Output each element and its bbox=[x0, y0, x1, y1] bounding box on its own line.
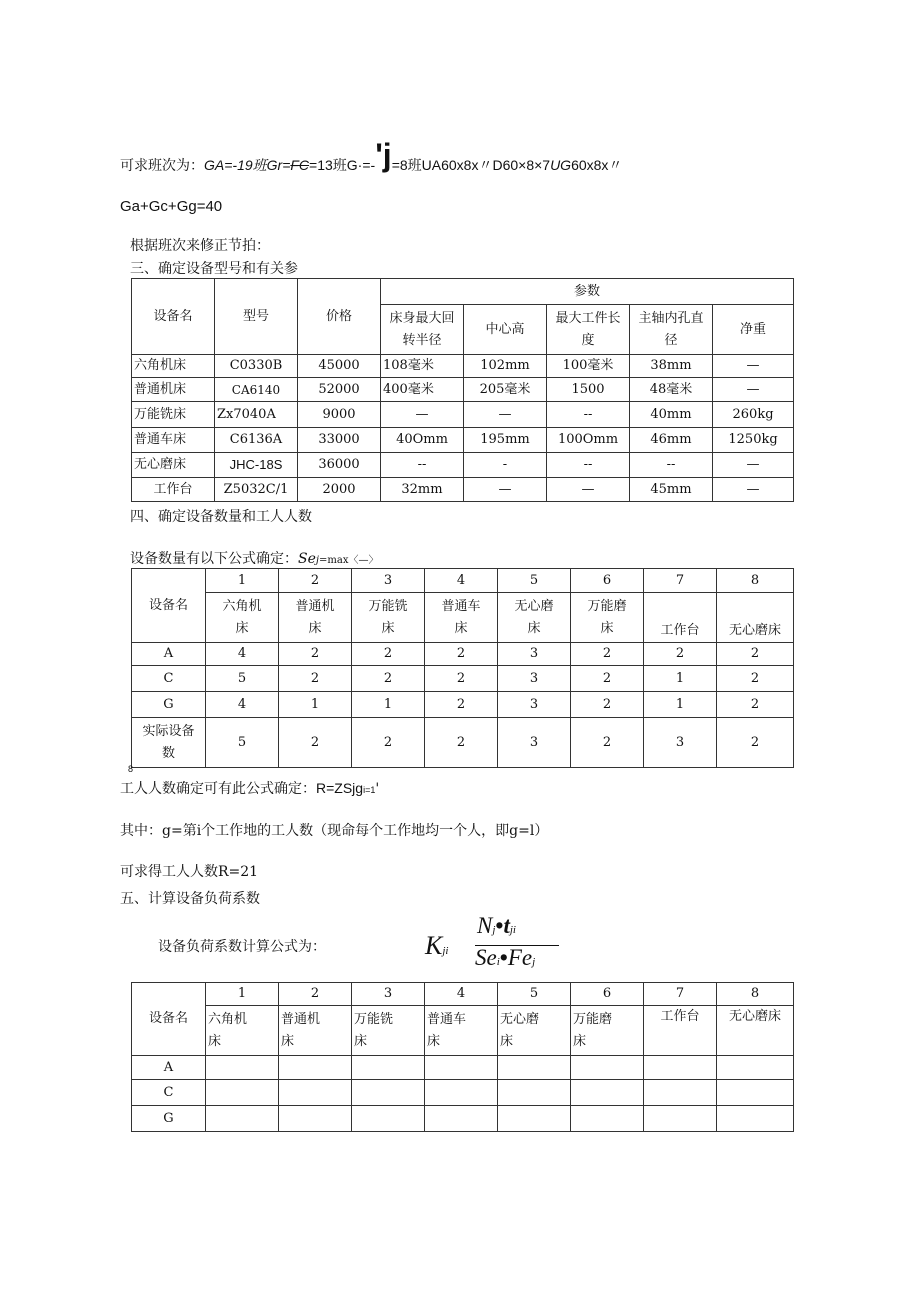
t2-header-name: 设备名 bbox=[132, 569, 206, 643]
table-row: 万能铣床 Zx7040A 9000 — — -- 40mm 260kg bbox=[132, 402, 794, 428]
table-row: 普通车床 C6136A 33000 40Omm 195mm 100Omm 46mm 1250kg bbox=[132, 428, 794, 453]
t1-sub-max-length: 最大工件长 度 bbox=[547, 305, 630, 355]
workers-sub: i=1 bbox=[363, 785, 376, 795]
shift-ga: GA=-19班 bbox=[204, 157, 267, 173]
table-row: G 4 1 1 2 3 2 1 2 bbox=[132, 692, 794, 718]
t1-header-model: 型号 bbox=[215, 279, 298, 355]
formula-intro: 设备数量有以下公式确定： bbox=[130, 551, 298, 567]
formula-se: Se bbox=[298, 551, 316, 567]
t1-sub-center-height: 中心高 bbox=[464, 305, 547, 355]
workers-formula: R=ZSjg bbox=[316, 780, 364, 796]
shift-total: Ga+Gc+Gg=40 bbox=[120, 198, 223, 215]
shift-big-j: 'j bbox=[375, 137, 392, 173]
formula-denominator: Sei•Fej bbox=[475, 945, 536, 970]
shift-tail: 60x8x〃 bbox=[571, 157, 623, 173]
table-row: A bbox=[132, 1056, 794, 1080]
equipment-quantity-formula bbox=[130, 548, 378, 568]
equipment-quantity-table: 设备名 1 2 3 4 5 6 7 8 六角机 床 普通机 床 万能铣 床 普通车 床 无心磨 床 万能磨 床 工作台 无心磨床 A 4 2 2 2 3 2 2 2 C 5 2 2 2 3 2 1 2 G 4 1 1 2 3 2 1 2 实际设备 数 5 2 2 2 3 2 3 2 bbox=[131, 568, 794, 768]
table-row: A 4 2 2 2 3 2 2 2 bbox=[132, 643, 794, 666]
t1-header-params: 参数 bbox=[381, 279, 794, 305]
takt-correction-text: 根据班次来修正节拍： bbox=[130, 238, 270, 254]
shift-ug: UG bbox=[550, 157, 572, 173]
t1-sub-bed-radius: 床身最大回 转半径 bbox=[381, 305, 464, 355]
equipment-model-table bbox=[131, 278, 794, 502]
workers-formula-line bbox=[120, 778, 379, 798]
table-row: 六角机床 C0330B 45000 108毫米 102mm 100毫米 38mm — bbox=[132, 355, 794, 378]
load-factor-table: 设备名 1 2 3 4 5 6 7 8 六角机 床 普通机 床 万能铣 床 普通车 床 无心磨 床 万能磨 床 工作台 无心磨床 A C G bbox=[131, 982, 794, 1132]
shift-prefix: 可求班次为： bbox=[120, 158, 204, 174]
formula-numerator: Nj•tji bbox=[477, 913, 516, 938]
shift-count-line bbox=[120, 133, 623, 174]
shift-mid: =13班G·=- bbox=[309, 157, 376, 173]
t1-sub-spindle-bore: 主轴内孔直 径 bbox=[630, 305, 713, 355]
table-row: 普通机床 CA6140 52000 400毫米 205毫米 1500 48毫米 — bbox=[132, 378, 794, 402]
table-row: 实际设备 数 5 2 2 2 3 2 3 2 bbox=[132, 718, 794, 768]
formula-se-j: j bbox=[315, 555, 319, 566]
t1-sub-net-weight: 净重 bbox=[713, 305, 794, 355]
workers-result: 可求得工人人数R=21 bbox=[120, 864, 259, 880]
section-3-heading: 三、确定设备型号和有关参 bbox=[130, 261, 298, 277]
workers-note: 其中：g=第i个工作地的工人数（现命每个工作地均一个人，即g=l） bbox=[120, 823, 549, 839]
table-row: G bbox=[132, 1106, 794, 1132]
section-4-heading: 四、确定设备数量和工人人数 bbox=[130, 509, 312, 525]
footnote-mark: 8 bbox=[128, 764, 134, 774]
formula-tail: =max〈—〉 bbox=[319, 555, 379, 566]
t1-header-name: 设备名 bbox=[132, 279, 215, 355]
shift-gr: Gr= bbox=[266, 157, 291, 173]
table-row: C bbox=[132, 1080, 794, 1106]
load-factor-formula bbox=[425, 915, 575, 977]
table-row: 工作台 Z5032C/1 2000 32mm — — 45mm — bbox=[132, 478, 794, 502]
t3-header-name: 设备名 bbox=[132, 983, 206, 1056]
table-row: C 5 2 2 2 3 2 1 2 bbox=[132, 666, 794, 692]
shift-fc: FC bbox=[290, 157, 310, 173]
workers-tail: ' bbox=[375, 781, 380, 797]
formula-k: Kji bbox=[425, 931, 449, 960]
workers-text: 工人人数确定可有此公式确定： bbox=[120, 781, 316, 797]
load-formula-text: 设备负荷系数计算公式为： bbox=[158, 939, 326, 955]
t1-header-price: 价格 bbox=[298, 279, 381, 355]
table-row: 无心磨床 JHC-18S 36000 -- - -- -- — bbox=[132, 453, 794, 478]
section-5-heading: 五、计算设备负荷系数 bbox=[120, 891, 260, 907]
shift-rest: =8班UA60x8x〃D60×8×7 bbox=[391, 157, 551, 173]
